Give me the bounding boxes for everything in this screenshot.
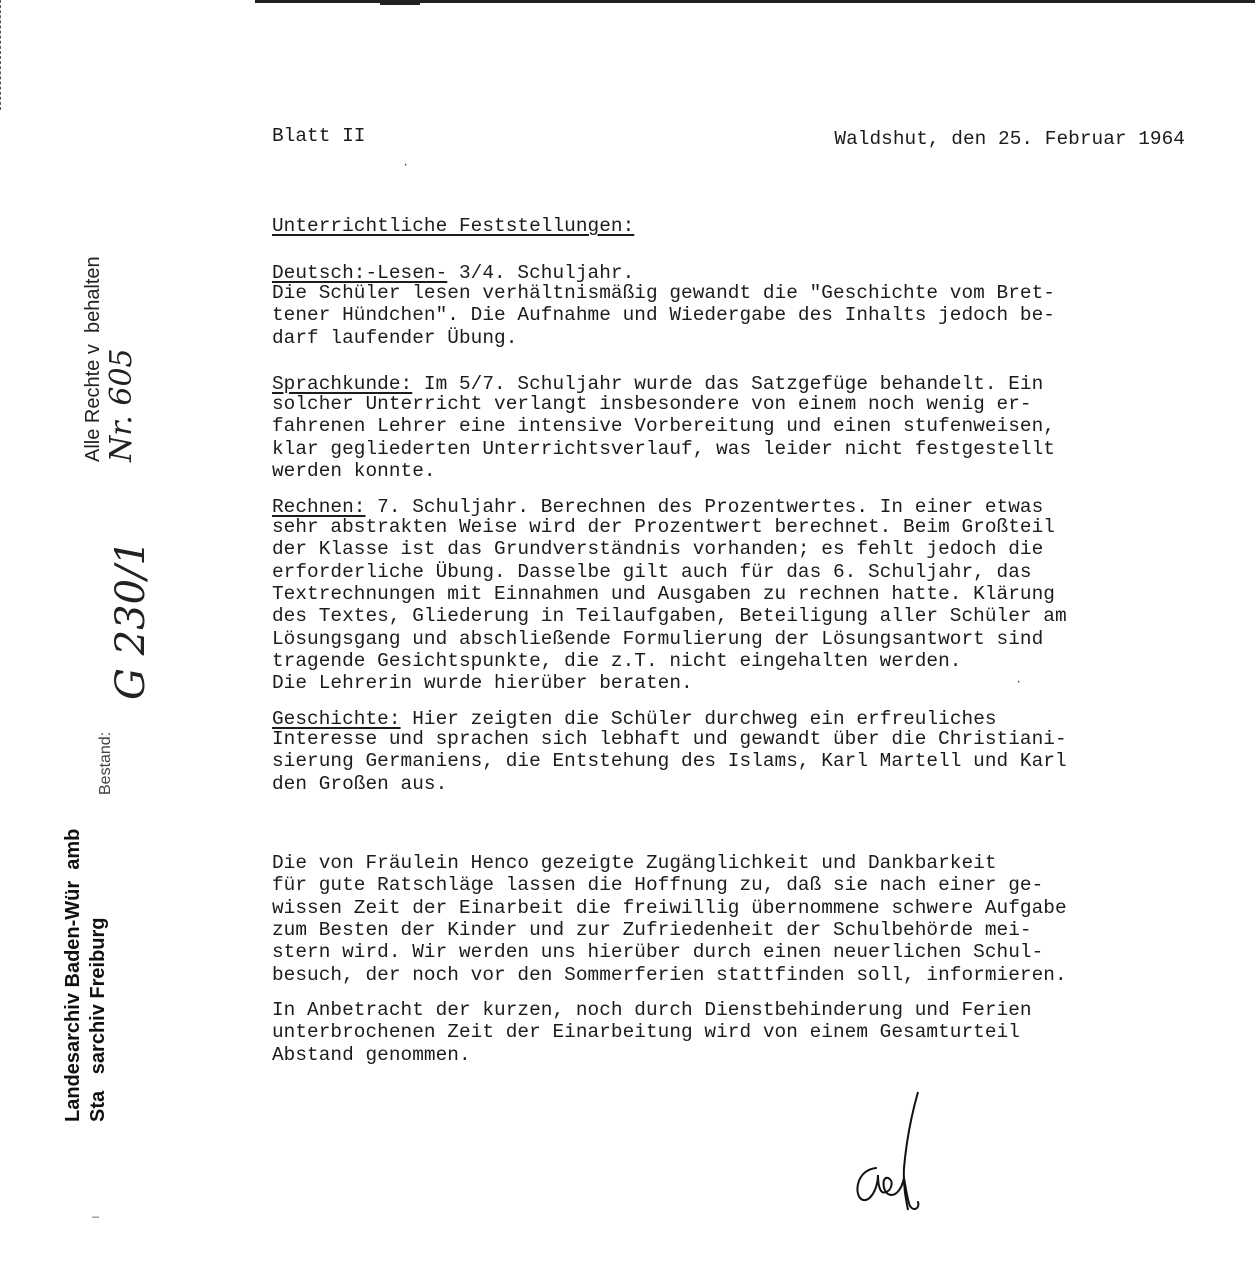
geschichte-label: Geschichte: bbox=[272, 708, 401, 730]
shelf-mark: G 230/1 bbox=[108, 540, 154, 700]
geschichte-line: Interesse und sprachen sich lebhaft und gewandt über die Christiani- bbox=[272, 728, 1067, 750]
geschichte-first-line bbox=[272, 708, 997, 730]
rechnen-line: der Klasse ist das Grundverständnis vorhanden; es fehlt jedoch die bbox=[272, 538, 1044, 561]
closing-statement-line: In Anbetracht der kurzen, noch durch Dienstbehinderung und Ferien bbox=[272, 999, 1032, 1021]
closing-paragraph-line: Die von Fräulein Henco gezeigte Zugänglichkeit und Dankbarkeit bbox=[272, 852, 997, 874]
geschichte-line: den Großen aus. bbox=[272, 772, 448, 795]
rechnen-label: Rechnen: bbox=[272, 496, 366, 518]
geschichte-text: Hier zeigten die Schüler durchweg ein erfreuliches bbox=[400, 708, 997, 730]
closing-paragraph-line: wissen Zeit der Einarbeit die freiwillig übernommene schwere Aufgabe bbox=[272, 896, 1067, 919]
sprachkunde-text: Im 5/7. Schuljahr wurde das Satzgefüge behandelt. Ein bbox=[412, 373, 1044, 395]
deutsch-label: Deutsch:-Lesen- bbox=[272, 262, 448, 284]
sprachkunde-first-line bbox=[272, 373, 1043, 395]
deutsch-first-line bbox=[272, 262, 634, 284]
archive-branch-line: Sta sarchiv Freiburg bbox=[87, 917, 109, 1122]
closing-paragraph-line: zum Besten der Kinder und zur Zufriedenheit der Schulbehörde mei- bbox=[272, 918, 1032, 941]
rechnen-first-line bbox=[272, 496, 1043, 518]
rechnen-line: sehr abstrakten Weise wird der Prozentwert berechnet. Beim Großteil bbox=[272, 516, 1055, 538]
bestand-label: Bestand: bbox=[97, 731, 114, 795]
closing-statement-line: Abstand genommen. bbox=[272, 1043, 471, 1066]
sprachkunde-line: solcher Unterricht verlangt insbesondere von einem noch wenig er- bbox=[272, 393, 1032, 415]
rechnen-line: erforderliche Übung. Dasselbe gilt auch für das 6. Schuljahr, das bbox=[272, 560, 1032, 583]
handwritten-signature bbox=[848, 1090, 938, 1220]
sheet-number: Blatt II bbox=[272, 125, 366, 147]
rechnen-line: tragende Gesichtspunkte, die z.T. nicht eingehalten werden. bbox=[272, 649, 962, 672]
deutsch-line: darf laufender Übung. bbox=[272, 326, 518, 349]
record-number: Nr. 605 bbox=[104, 348, 139, 462]
closing-statement-line: unterbrochenen Zeit der Einarbeitung wird von einem Gesamturteil bbox=[272, 1021, 1020, 1044]
stray-mark: · bbox=[1015, 675, 1023, 689]
section-heading: Unterrichtliche Feststellungen: bbox=[272, 215, 635, 237]
closing-paragraph-line: stern wird. Wir werden uns hierüber durch einen neuerlichen Schul- bbox=[272, 941, 1044, 964]
sprachkunde-line: fahrenen Lehrer eine intensive Vorbereitung und einen stufenweisen, bbox=[272, 415, 1055, 438]
closing-paragraph-line: für gute Ratschläge lassen die Hoffnung zu, daß sie nach einer ge- bbox=[272, 874, 1044, 897]
sprachkunde-line: klar gegliederten Unterrichtsverlauf, was leider nicht festgestellt bbox=[272, 437, 1055, 460]
deutsch-text: 3/4. Schuljahr. bbox=[447, 262, 635, 284]
rights-notice: Alle Rechte v behalten bbox=[82, 256, 104, 462]
rechnen-line: Textrechnungen mit Einnahmen und Ausgaben zu rechnen hatte. Klärung bbox=[272, 582, 1055, 605]
rechnen-line: des Textes, Gliederung in Teilaufgaben, Beteiligung aller Schüler am bbox=[272, 605, 1067, 628]
deutsch-line: Die Schüler lesen verhältnismäßig gewandt die "Geschichte vom Bret- bbox=[272, 282, 1055, 304]
geschichte-line: sierung Germaniens, die Entstehung des Islams, Karl Martell und Karl bbox=[272, 750, 1067, 773]
rechnen-line: Lösungsgang und abschließende Formulierung der Lösungsantwort sind bbox=[272, 627, 1044, 650]
document-date: Waldshut, den 25. Februar 1964 bbox=[834, 128, 1185, 150]
sprachkunde-line: werden konnte. bbox=[272, 459, 436, 482]
rechnen-text: 7. Schuljahr. Berechnen des Prozentwertes. In einer etwas bbox=[365, 496, 1044, 518]
closing-paragraph-line: besuch, der noch vor den Sommerferien stattfinden soll, informieren. bbox=[272, 963, 1067, 986]
sprachkunde-label: Sprachkunde: bbox=[272, 373, 413, 395]
archive-stamp-line: Landesarchiv Baden-Wür amb bbox=[62, 817, 84, 1122]
stray-mark: · bbox=[402, 158, 410, 172]
stray-mark: — bbox=[92, 1210, 100, 1224]
deutsch-line: tener Hündchen". Die Aufnahme und Wiedergabe des Inhalts jedoch be- bbox=[272, 304, 1055, 327]
rechnen-line: Die Lehrerin wurde hierüber beraten. bbox=[272, 672, 693, 695]
